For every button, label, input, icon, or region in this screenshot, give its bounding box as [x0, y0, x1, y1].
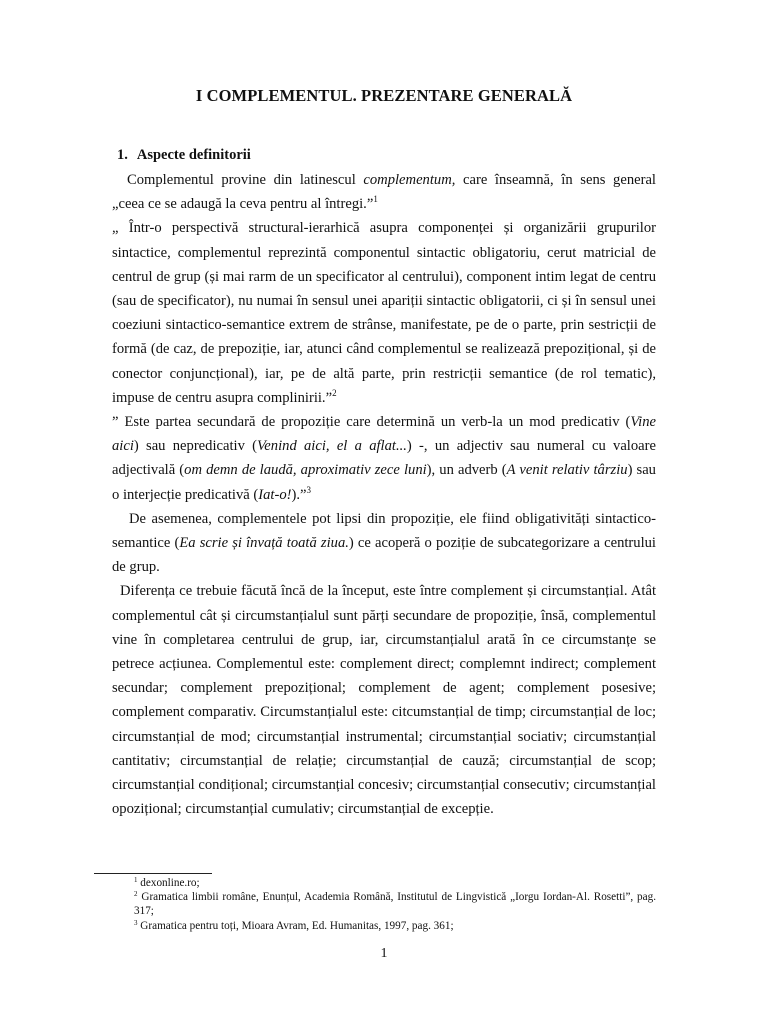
text-run: ) sau o interjecție predicativă (	[112, 462, 656, 503]
paragraph-definition-quote	[112, 216, 656, 410]
text-run: Diferența ce trebuie făcută încă de la început, este între complement și circumstanțial. Atât complementul cât și circumstanțialul sunt părți secundare de propoziție, însă, complementul vine în completarea centrului de grup, iar, circumstanțialul arată în ce circumstanțe se petrece acțiunea. Complementul este: complement direct; complemnt indirect; complement secundar; complement prepozițional; complement de agent; complement posesive; complement comparativ. Circumstanțialul este: citcumstanțial de timp; circumstanțial de loc; circumstanțial de mod; circumstanțial instrumental; circumstanțial sociativ; circumstanțial cantitativ; circumstanțial de relație; circumstanțial de cauză; circumstanțial de scop; circumstanțial condițional; circumstanțial concesiv; circumstanțial consecutiv; circumstanțial opozițional; circumstanțial cumulativ; circumstanțial de excepție.	[112, 583, 656, 818]
text-run: „ Într-o perspectivă structural-ierarhică asupra componenței și organizării grupurilor sintactice, complementul reprezintă componentul sintactic obligatoriu, cerut matricial de centrul de grup (și mai rarm de un specificator al centrului), component intim legat de centru (sau de specificator), nu numai în sensul unei apariții sintactic obligatorii, ci și în sensul unei coeziuni sintactico-semantice extrem de strânse, manifestate, pe de o parte, prin sestricții de formă (de caz, de prepoziție, iar, atunci când complementul se realizează prepozițional, și de conector conjuncțional), iar, pe de altă parte, prin restricții semantice (de rol tematic), impuse de centru asupra complinirii.”	[112, 220, 656, 406]
footnote-separator	[94, 873, 212, 874]
footnote-number: 3	[134, 918, 138, 927]
paragraph-secondary-part	[112, 410, 656, 507]
paragraph-etymology	[112, 168, 656, 216]
italic-example: Vine aici	[112, 414, 656, 455]
italic-example: Iat-o!	[258, 486, 292, 503]
italic-example: A venit relativ târziu	[506, 462, 628, 479]
italic-example: om demn de laudă, aproximativ zece luni	[184, 462, 427, 479]
text-run: ” Este partea secundară de propoziție care determină un verb-la un mod predicativ (	[112, 414, 631, 431]
footnote-3	[134, 919, 656, 933]
text-run: ), un adverb (	[426, 462, 507, 479]
section-label: Aspecte definitorii	[136, 147, 251, 163]
italic-example: Venind aici, el a aflat...	[257, 438, 407, 455]
text-run: care înseamnă, în sens general „ceea ce se adaugă la ceva pentru al întregi.”	[112, 172, 656, 213]
text-run: ).”	[291, 486, 307, 503]
footnotes	[134, 876, 656, 933]
paragraph-difference	[112, 579, 656, 821]
text-run: ) ce acoperă o poziție de subcategorizare a centrului de grup.	[112, 535, 656, 576]
paragraph-obligativity	[112, 507, 656, 580]
footnote-text: Gramatica limbii române, Enunțul, Academia Română, Institutul de Lingvistică „Iorgu Iordan-Al. Rosetti”, pag. 317;	[134, 891, 657, 918]
footnote-ref: 1	[373, 194, 378, 205]
text-run: ) sau nepredicativ (	[133, 438, 258, 455]
text-run: De asemenea, complementele pot lipsi din propoziție, ele fiind obligativități sintactico-semantice (	[112, 510, 656, 552]
footnote-number: 2	[134, 890, 138, 899]
footnote-text: Gramatica pentru toți, Mioara Avram, Ed. Humanitas, 1997, pag. 361;	[140, 919, 454, 932]
page-number: 1	[380, 946, 388, 961]
text-run: ) -, un adjectiv sau numeral cu valoare adjectivală (	[112, 438, 656, 479]
footnote-ref: 3	[306, 484, 311, 495]
italic-example: Ea scrie și învață toată ziua.	[179, 535, 349, 552]
footnote-1	[134, 876, 656, 890]
footnote-number: 1	[134, 876, 138, 884]
footnote-text: dexonline.ro;	[140, 877, 200, 889]
italic-term: complementum,	[363, 172, 456, 188]
body-text	[112, 168, 656, 821]
footnote-2	[134, 890, 656, 918]
section-number: 1.	[117, 147, 128, 163]
text-run: Complementul provine din latinescul	[127, 172, 364, 188]
footnote-ref: 2	[332, 387, 337, 398]
section-heading	[117, 147, 251, 164]
chapter-title: I COMPLEMENTUL. PREZENTARE GENERALĂ	[195, 86, 573, 105]
